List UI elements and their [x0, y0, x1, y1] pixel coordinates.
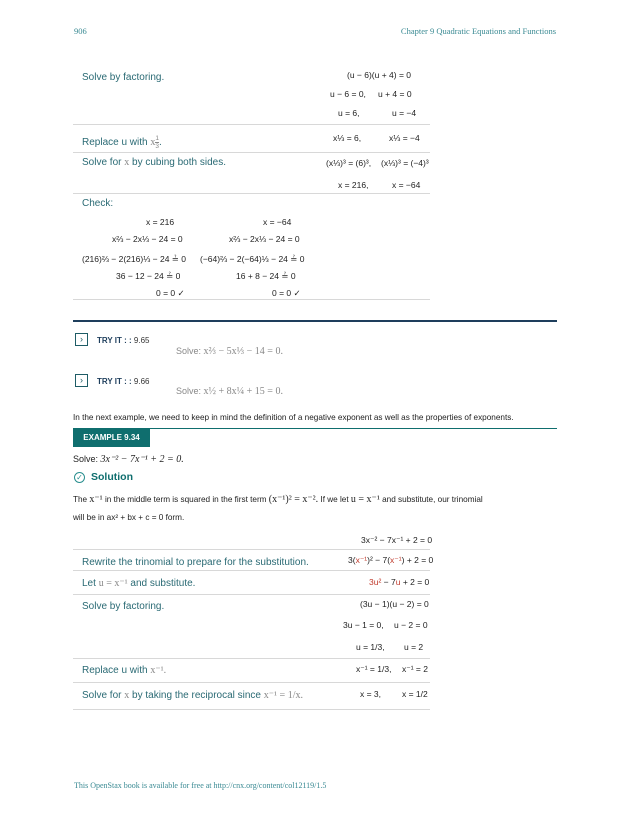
check-line: 16 + 8 − 24 ≟ 0	[236, 271, 296, 281]
equation: u − 2 = 0	[394, 620, 428, 630]
check-line: x = −64	[263, 217, 292, 227]
try-it-label: TRY IT : : 9.65	[97, 336, 150, 345]
divider	[73, 152, 430, 153]
equation: (3u − 1)(u − 2) = 0	[360, 599, 429, 609]
check-line: 0 = 0 ✓	[156, 288, 185, 298]
check-label: Check:	[82, 198, 114, 209]
equation: 3u − 1 = 0,	[343, 620, 384, 630]
check-line: x = 216	[146, 217, 175, 227]
try-it-prompt: Solve: x⅔ − 5x⅓ − 14 = 0.	[176, 346, 283, 357]
footer-note: This OpenStax book is available for free at http://cnx.org/content/col12119/1.5	[74, 781, 327, 790]
divider	[73, 124, 430, 125]
equation: x⅓ = −4	[389, 133, 420, 143]
equation: x⅓ = 6,	[333, 133, 362, 143]
divider	[73, 709, 430, 710]
try-it-label: TRY IT : : 9.66	[97, 377, 150, 386]
page-number: 906	[74, 26, 87, 36]
equation: x⁻¹ = 2	[402, 664, 428, 674]
try-it-prompt: Solve: x½ + 8x¼ + 15 = 0.	[176, 386, 283, 397]
equation: x = −64	[392, 180, 421, 190]
divider	[73, 570, 430, 571]
step-label: Solve for x by cubing both sides.	[82, 157, 226, 168]
step-label: Replace u with x⁻¹.	[82, 665, 167, 676]
check-line: 0 = 0 ✓	[272, 288, 301, 298]
example-prompt: Solve: 3x⁻² − 7x⁻¹ + 2 = 0.	[73, 454, 184, 465]
divider	[73, 299, 430, 300]
divider	[73, 193, 430, 194]
equation: u = 1/3,	[356, 642, 385, 652]
example-badge: EXAMPLE 9.34	[73, 429, 150, 447]
check-line: 36 − 12 − 24 ≟ 0	[116, 271, 181, 281]
equation: (x⅓)³ = (6)³,	[326, 158, 372, 168]
chevron-right-icon[interactable]: ›	[75, 374, 88, 387]
chapter-title: Chapter 9 Quadratic Equations and Functions	[400, 26, 556, 36]
step-label: Rewrite the trinomial to prepare for the substitution.	[82, 557, 309, 568]
step-label: Solve for x by taking the reciprocal since x⁻¹ = 1/x.	[82, 690, 303, 701]
solution-paragraph: The x⁻¹ in the middle term is squared in the first term (x⁻¹)² = x⁻². If we let u = x⁻¹ and substitute, our trinomial	[73, 494, 483, 505]
equation: u = 2	[404, 642, 424, 652]
check-line: (−64)⅔ − 2(−64)⅓ − 24 ≟ 0	[200, 254, 305, 264]
step-label: Solve by factoring.	[82, 601, 165, 612]
solution-paragraph: will be in ax² + bx + c = 0 form.	[73, 513, 185, 522]
equation: 3(x⁻¹)² − 7(x⁻¹) + 2 = 0	[348, 555, 434, 565]
check-circle-icon: ✓	[74, 472, 85, 483]
divider	[73, 682, 430, 683]
check-line: x⅔ − 2x⅓ − 24 = 0	[229, 234, 300, 244]
equation: x = 3,	[360, 689, 382, 699]
solution-heading: Solution	[91, 471, 133, 483]
step-label: Let u = x⁻¹ and substitute.	[82, 578, 196, 589]
check-line: x⅔ − 2x⅓ − 24 = 0	[112, 234, 183, 244]
step-label: Replace u with x $\frac{1}{3}$ .	[82, 135, 162, 150]
intro-paragraph: In the next example, we need to keep in mind the definition of a negative exponent as well as the properties of exponents.	[73, 413, 514, 422]
divider	[73, 594, 430, 595]
equation: x = 1/2	[402, 689, 428, 699]
equation: x⁻¹ = 1/3,	[356, 664, 392, 674]
equation: 3u² − 7u + 2 = 0	[369, 577, 430, 587]
divider	[73, 658, 430, 659]
chevron-right-icon[interactable]: ›	[75, 333, 88, 346]
equation: 3x⁻² − 7x⁻¹ + 2 = 0	[361, 535, 433, 545]
step-label: Solve by factoring.	[82, 72, 165, 83]
equation: u = −4	[392, 108, 417, 118]
equation: u + 4 = 0	[378, 89, 412, 99]
equation: (u − 6)(u + 4) = 0	[347, 70, 412, 80]
equation: u − 6 = 0,	[330, 89, 366, 99]
equation: x = 216,	[338, 180, 369, 190]
check-line: (216)⅔ − 2(216)⅓ − 24 ≟ 0	[82, 254, 186, 264]
equation: u = 6,	[338, 108, 360, 118]
equation: (x⅓)³ = (−4)³	[381, 158, 429, 168]
section-rule	[73, 320, 557, 322]
divider	[73, 549, 430, 550]
